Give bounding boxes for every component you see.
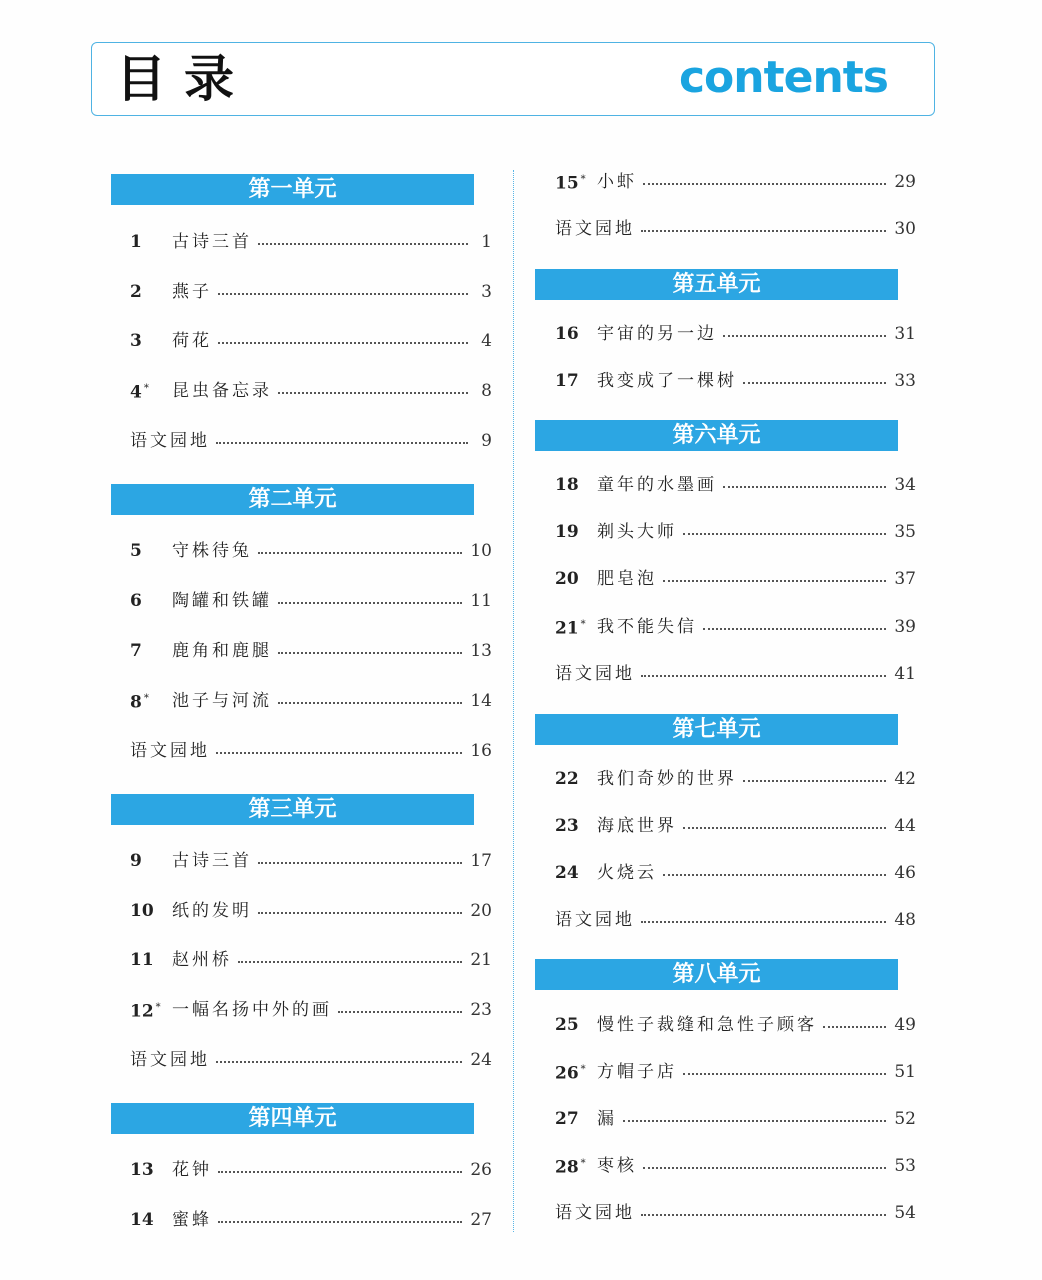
page-number: 41 [894, 664, 916, 684]
lesson-number-value: 15 [555, 173, 579, 194]
lesson-title: 鹿角和鹿腿 [172, 641, 272, 661]
toc-entry[interactable] [130, 1046, 492, 1074]
page-number: 49 [894, 1015, 916, 1035]
dot-leader [743, 382, 886, 384]
lesson-number [555, 565, 597, 593]
lesson-number-value: 4 [130, 382, 142, 403]
dot-leader [238, 961, 462, 963]
toc-entry[interactable] [555, 660, 916, 688]
lesson-number-value: 5 [130, 541, 142, 561]
page-number: 16 [470, 741, 492, 761]
dot-leader [216, 1061, 462, 1063]
lesson-number [130, 946, 172, 974]
toc-entry[interactable] [130, 427, 492, 455]
page-number: 44 [894, 816, 916, 836]
lesson-number [555, 611, 597, 643]
lesson-number-value: 7 [130, 641, 142, 661]
page-number: 34 [894, 475, 916, 495]
toc-entry[interactable] [555, 1058, 916, 1086]
lesson-title: 肥皂泡 [597, 569, 657, 589]
column-divider [513, 170, 514, 1232]
optional-star: * [143, 693, 149, 705]
dot-leader [218, 342, 468, 344]
dot-leader [823, 1026, 886, 1028]
lesson-title: 语文园地 [555, 219, 635, 239]
lesson-number-value: 26 [555, 1063, 579, 1084]
lesson-number [130, 994, 172, 1026]
optional-star: * [580, 1158, 586, 1170]
toc-entry[interactable] [130, 637, 492, 665]
lesson-number [130, 375, 172, 407]
toc-entry[interactable] [555, 859, 916, 887]
toc-entry[interactable] [555, 1199, 916, 1227]
unit-heading-5: 第五单元 [535, 269, 898, 300]
page-number: 20 [470, 901, 492, 921]
dot-leader [623, 1120, 886, 1122]
lesson-title: 我们奇妙的世界 [597, 769, 737, 789]
dot-leader [258, 552, 462, 554]
page-number: 4 [481, 331, 492, 351]
lesson-title: 枣核 [597, 1156, 637, 1176]
page-number: 35 [894, 522, 916, 542]
unit-heading-7: 第七单元 [535, 714, 898, 745]
lesson-number-value: 23 [555, 816, 579, 836]
page-number: 11 [470, 591, 492, 611]
lesson-title: 荷花 [172, 331, 212, 351]
dot-leader [641, 675, 886, 677]
toc-entry[interactable] [555, 565, 916, 593]
lesson-title: 我变成了一棵树 [597, 371, 737, 391]
dot-leader [683, 1073, 886, 1075]
optional-star: * [580, 1064, 586, 1076]
lesson-title: 小虾 [597, 172, 637, 192]
lesson-number [130, 897, 172, 925]
lesson-number [555, 471, 597, 499]
toc-entry[interactable] [130, 847, 492, 875]
toc-entry[interactable] [555, 613, 916, 641]
lesson-title: 语文园地 [130, 431, 210, 451]
lesson-title: 蜜蜂 [172, 1210, 212, 1230]
lesson-number-value: 14 [130, 1210, 154, 1230]
page-number: 31 [894, 324, 916, 344]
toc-entry[interactable] [555, 1011, 916, 1039]
toc-entry[interactable] [130, 897, 492, 925]
unit-heading-8: 第八单元 [535, 959, 898, 990]
page-number: 54 [894, 1203, 916, 1223]
lesson-number [555, 320, 597, 348]
lesson-number [555, 1150, 597, 1182]
unit-heading-6: 第六单元 [535, 420, 898, 451]
lesson-number [130, 637, 172, 665]
lesson-number [130, 537, 172, 565]
page-number: 30 [894, 219, 916, 239]
dot-leader [683, 827, 886, 829]
lesson-title: 海底世界 [597, 816, 677, 836]
toc-entry[interactable] [555, 765, 916, 793]
dot-leader [338, 1011, 462, 1013]
lesson-title: 语文园地 [555, 910, 635, 930]
optional-star: * [580, 174, 586, 186]
unit-heading-3: 第三单元 [111, 794, 474, 825]
toc-entry[interactable] [555, 168, 916, 196]
toc-entry[interactable] [555, 906, 916, 934]
unit-heading-1: 第一单元 [111, 174, 474, 205]
dot-leader [216, 752, 462, 754]
dot-leader [641, 230, 886, 232]
dot-leader [743, 780, 886, 782]
dot-leader [278, 652, 462, 654]
toc-entry[interactable] [130, 946, 492, 974]
lesson-number [555, 367, 597, 395]
toc-entry[interactable] [555, 518, 916, 546]
lesson-title: 语文园地 [555, 664, 635, 684]
dot-leader [723, 335, 886, 337]
lesson-title: 语文园地 [130, 741, 210, 761]
dot-leader [216, 442, 468, 444]
lesson-number-value: 11 [130, 950, 154, 970]
dot-leader [258, 862, 462, 864]
toc-entry[interactable] [130, 737, 492, 765]
toc-entry[interactable] [130, 537, 492, 565]
lesson-number-value: 3 [130, 331, 142, 351]
lesson-number [555, 1105, 597, 1133]
page-number: 48 [894, 910, 916, 930]
toc-entry[interactable] [130, 1156, 492, 1184]
lesson-title: 古诗三首 [172, 232, 252, 252]
lesson-number-value: 20 [555, 569, 579, 589]
page-number: 27 [470, 1210, 492, 1230]
page-number: 13 [470, 641, 492, 661]
lesson-title: 陶罐和铁罐 [172, 591, 272, 611]
dot-leader [641, 1214, 886, 1216]
dot-leader [258, 243, 468, 245]
toc-entry[interactable] [555, 812, 916, 840]
page-number: 37 [894, 569, 916, 589]
page-number: 10 [470, 541, 492, 561]
toc-entry[interactable] [130, 327, 492, 355]
page-number: 23 [470, 1000, 492, 1020]
lesson-number [555, 859, 597, 887]
dot-leader [683, 533, 886, 535]
lesson-number-value: 28 [555, 1157, 579, 1178]
lesson-title: 纸的发明 [172, 901, 252, 921]
toc-entry[interactable] [130, 377, 492, 405]
unit-heading-4: 第四单元 [111, 1103, 474, 1134]
lesson-number [555, 1011, 597, 1039]
lesson-title: 池子与河流 [172, 691, 272, 711]
lesson-number-value: 1 [130, 232, 142, 252]
lesson-number-value: 27 [555, 1109, 579, 1129]
dot-leader [643, 183, 886, 185]
page-number: 29 [894, 172, 916, 192]
dot-leader [258, 912, 462, 914]
page-title: 目录 [116, 50, 252, 108]
toc-entry[interactable] [130, 228, 492, 256]
lesson-number-value: 22 [555, 769, 579, 789]
lesson-number [130, 847, 172, 875]
lesson-number [130, 327, 172, 355]
lesson-title: 古诗三首 [172, 851, 252, 871]
page-number: 21 [470, 950, 492, 970]
lesson-number [130, 1206, 172, 1234]
page-number: 42 [894, 769, 916, 789]
lesson-number-value: 12 [130, 1001, 154, 1022]
dot-leader [643, 1167, 886, 1169]
dot-leader [218, 1171, 462, 1173]
toc-entry[interactable] [130, 996, 492, 1024]
dot-leader [218, 1221, 462, 1223]
dot-leader [663, 874, 886, 876]
page-number: 8 [481, 381, 492, 401]
page-number: 52 [894, 1109, 916, 1129]
dot-leader [278, 702, 462, 704]
page-number: 9 [481, 431, 492, 451]
lesson-number [555, 166, 597, 198]
lesson-title: 赵州桥 [172, 950, 232, 970]
toc-entry[interactable] [555, 471, 916, 499]
lesson-title: 火烧云 [597, 863, 657, 883]
page-number: 24 [470, 1050, 492, 1070]
lesson-title: 方帽子店 [597, 1062, 677, 1082]
lesson-number-value: 18 [555, 475, 579, 495]
page-number: 14 [470, 691, 492, 711]
page-title-en: contents [678, 52, 888, 103]
dot-leader [723, 486, 886, 488]
toc-entry[interactable] [130, 587, 492, 615]
lesson-title: 一幅名扬中外的画 [172, 1000, 332, 1020]
page-number: 17 [470, 851, 492, 871]
lesson-number [130, 1156, 172, 1184]
page-number: 53 [894, 1156, 916, 1176]
lesson-number-value: 13 [130, 1160, 154, 1180]
lesson-number-value: 16 [555, 324, 579, 344]
lesson-number-value: 17 [555, 371, 579, 391]
lesson-number-value: 24 [555, 863, 579, 883]
lesson-number-value: 2 [130, 282, 142, 302]
toc-header [91, 42, 935, 116]
toc-entry[interactable] [555, 1152, 916, 1180]
lesson-number [555, 812, 597, 840]
page-number: 26 [470, 1160, 492, 1180]
toc-entry[interactable] [130, 278, 492, 306]
toc-entry[interactable] [555, 215, 916, 243]
optional-star: * [580, 619, 586, 631]
toc-entry[interactable] [555, 367, 916, 395]
optional-star: * [155, 1002, 161, 1014]
toc-entry[interactable] [555, 1105, 916, 1133]
lesson-title: 剃头大师 [597, 522, 677, 542]
lesson-number-value: 6 [130, 591, 142, 611]
page-number: 46 [894, 863, 916, 883]
optional-star: * [143, 383, 149, 395]
lesson-title: 宇宙的另一边 [597, 324, 717, 344]
page-number: 3 [481, 282, 492, 302]
dot-leader [278, 602, 462, 604]
lesson-number-value: 10 [130, 901, 154, 921]
lesson-title: 语文园地 [555, 1203, 635, 1223]
dot-leader [703, 628, 886, 630]
lesson-title: 漏 [597, 1109, 617, 1129]
lesson-title: 语文园地 [130, 1050, 210, 1070]
lesson-number-value: 19 [555, 522, 579, 542]
lesson-title: 童年的水墨画 [597, 475, 717, 495]
lesson-number [555, 1056, 597, 1088]
lesson-title: 花钟 [172, 1160, 212, 1180]
page-number: 1 [481, 232, 492, 252]
page-number: 51 [894, 1062, 916, 1082]
toc-entry[interactable] [555, 320, 916, 348]
lesson-number-value: 8 [130, 692, 142, 713]
page-number: 33 [894, 371, 916, 391]
lesson-number [130, 278, 172, 306]
lesson-title: 守株待兔 [172, 541, 252, 561]
toc-entry[interactable] [130, 1206, 492, 1234]
lesson-number [130, 685, 172, 717]
page-number: 39 [894, 617, 916, 637]
dot-leader [218, 293, 468, 295]
dot-leader [278, 392, 468, 394]
lesson-number [555, 765, 597, 793]
lesson-number-value: 25 [555, 1015, 579, 1035]
lesson-number [555, 518, 597, 546]
lesson-title: 慢性子裁缝和急性子顾客 [597, 1015, 817, 1035]
lesson-number-value: 21 [555, 618, 579, 639]
lesson-number [130, 228, 172, 256]
lesson-title: 昆虫备忘录 [172, 381, 272, 401]
toc-entry[interactable] [130, 687, 492, 715]
unit-heading-2: 第二单元 [111, 484, 474, 515]
lesson-number-value: 9 [130, 851, 142, 871]
dot-leader [663, 580, 886, 582]
lesson-title: 我不能失信 [597, 617, 697, 637]
lesson-title: 燕子 [172, 282, 212, 302]
lesson-number [130, 587, 172, 615]
dot-leader [641, 921, 886, 923]
